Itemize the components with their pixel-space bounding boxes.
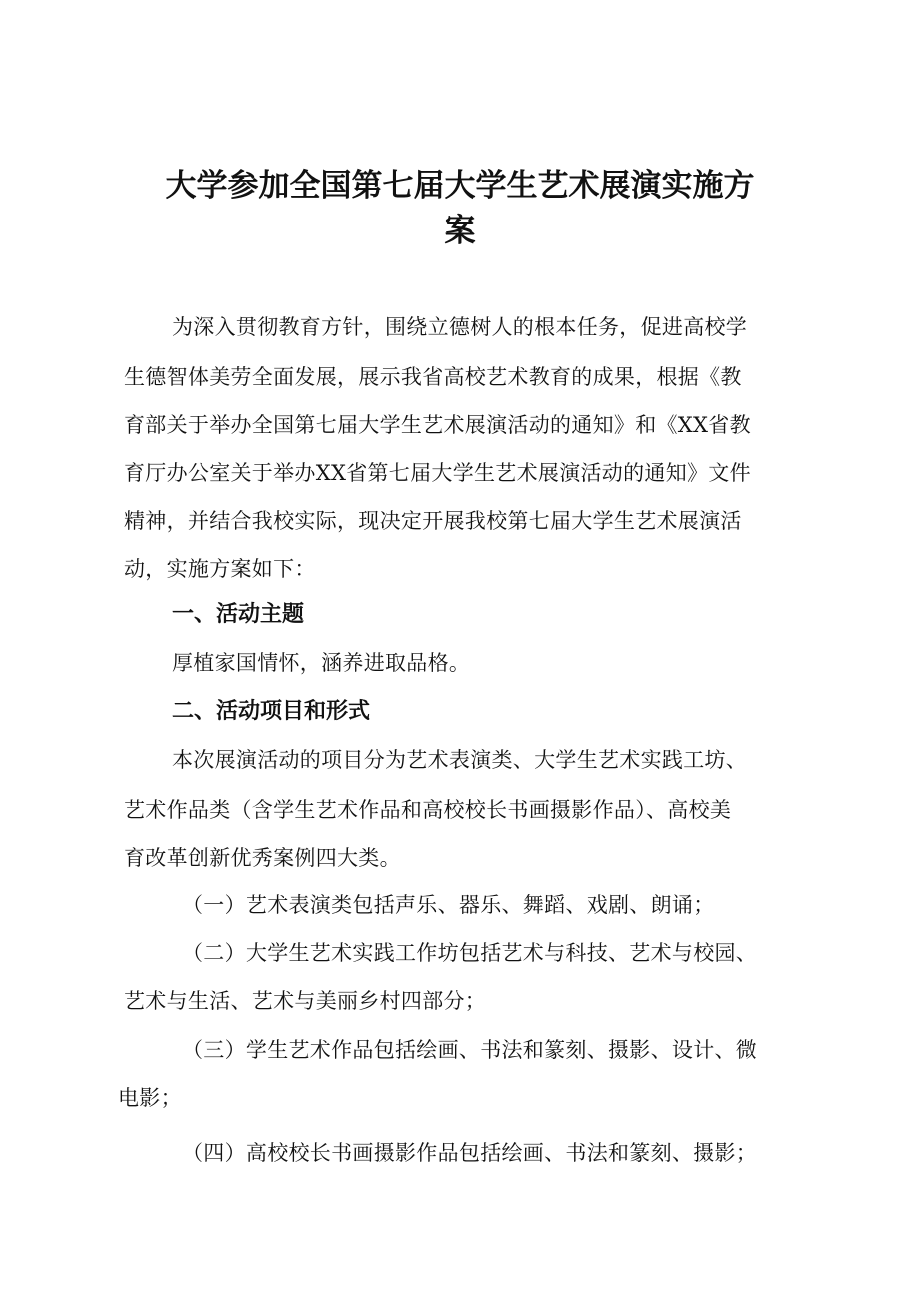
intro-line-2: 生德智体美劳全面发展，展示我省高校艺术教育的成果，根据《教: [124, 365, 742, 389]
section-1-heading: 一、活动主题: [172, 602, 305, 627]
item-1-line-1: （一）艺术表演类包括声乐、器乐、舞蹈、戏剧、朗诵；: [182, 893, 715, 917]
intro-line-4: 育厅办公室关于举办XX省第七届大学生艺术展演活动的通知》文件: [124, 461, 751, 485]
intro-line-5: 精神，并结合我校实际，现决定开展我校第七届大学生艺术展演活: [124, 509, 742, 533]
section-2-line-1: 本次展演活动的项目分为艺术表演类、大学生艺术实践工坊、: [172, 748, 748, 772]
document-title-line-2: 案: [444, 213, 476, 249]
section-2-line-3: 育改革创新优秀案例四大类。: [124, 846, 401, 870]
intro-line-6: 动，实施方案如下：: [124, 557, 316, 581]
item-3-line-2: 电影；: [118, 1086, 182, 1110]
section-1-body: 厚植家国情怀，涵养进取品格。: [172, 651, 471, 675]
section-2-line-2: 艺术作品类（含学生艺术作品和高校校长书画摄影作品）、高校美: [124, 798, 732, 822]
section-2-heading: 二、活动项目和形式: [172, 699, 371, 724]
intro-line-3: 育部关于举办全国第七届大学生艺术展演活动的通知》和《XX省教: [124, 413, 751, 437]
item-2-line-2: 艺术与生活、艺术与美丽乡村四部分；: [124, 989, 487, 1013]
intro-line-1: 为深入贯彻教育方针，围绕立德树人的根本任务，促进高校学: [172, 315, 748, 339]
item-2-line-1: （二）大学生艺术实践工作坊包括艺术与科技、艺术与校园、: [182, 941, 758, 965]
item-3-line-1: （三）学生艺术作品包括绘画、书法和篆刻、摄影、设计、微: [182, 1038, 758, 1062]
item-4-line-1: （四）高校校长书画摄影作品包括绘画、书法和篆刻、摄影；: [182, 1141, 758, 1165]
document-title-line-1: 大学参加全国第七届大学生艺术展演实施方: [165, 168, 755, 204]
